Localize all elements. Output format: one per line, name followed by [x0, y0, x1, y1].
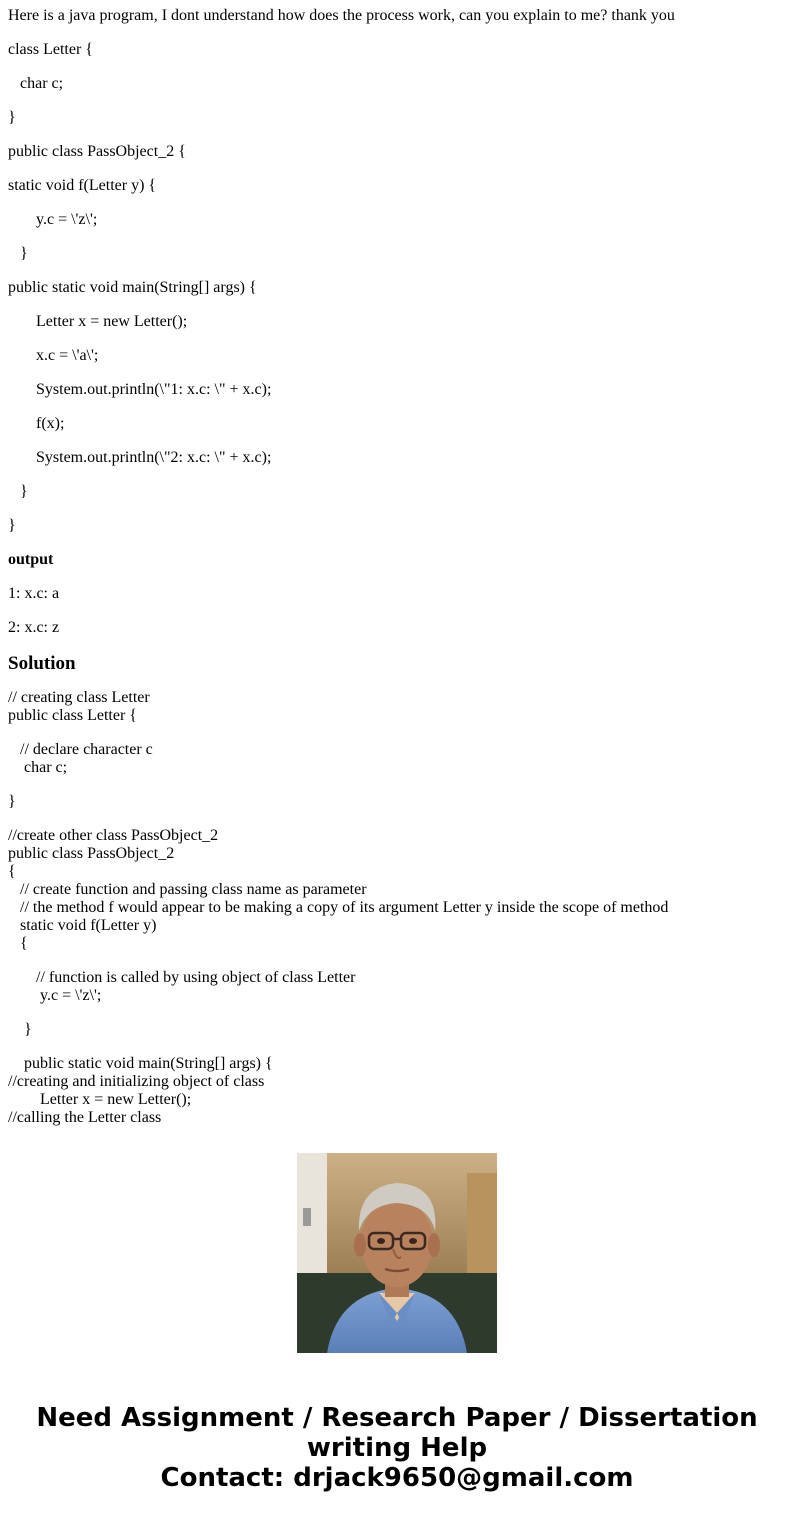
solution-code-line: { — [8, 863, 16, 880]
question-intro: Here is a java program, I dont understand how does the process work, can you explain to me? thank you — [8, 7, 675, 24]
question-code-line: public class PassObject_2 { — [8, 143, 186, 160]
solution-code-line: char c; — [8, 759, 68, 776]
solution-code-line: public class PassObject_2 — [8, 845, 175, 862]
solution-code-line: public class Letter { — [8, 707, 137, 724]
solution-code-line: Letter x = new Letter(); — [8, 1091, 192, 1108]
question-code-line: Letter x = new Letter(); — [8, 313, 188, 330]
solution-code-line — [8, 725, 788, 741]
solution-code-line: { — [8, 935, 28, 952]
solution-code-line — [8, 953, 788, 969]
solution-heading: Solution — [8, 653, 76, 674]
solution-code — [8, 689, 788, 1126]
solution-code-line: // create function and passing class name as parameter — [8, 881, 367, 898]
promo-line-2: writing Help — [306, 1433, 488, 1463]
question-code-line: } — [8, 245, 28, 262]
solution-code-line: } — [8, 793, 16, 810]
question-code-line: x.c = \'a\'; — [8, 347, 99, 364]
question-code-line: System.out.println(\"1: x.c: \" + x.c); — [8, 381, 272, 398]
output-line: 1: x.c: a — [8, 585, 60, 602]
solution-code-line: y.c = \'z\'; — [8, 987, 102, 1004]
author-avatar — [297, 1153, 497, 1353]
solution-code-line: public static void main(String[] args) { — [8, 1055, 273, 1072]
solution-code-line: } — [8, 1021, 32, 1038]
question-code-line: } — [8, 483, 28, 500]
solution-code-line: //create other class PassObject_2 — [8, 827, 219, 844]
solution-code-line: //creating and initializing object of class — [8, 1073, 265, 1090]
output-line: 2: x.c: z — [8, 619, 60, 636]
question-code-line: y.c = \'z\'; — [8, 211, 98, 228]
solution-code-line: static void f(Letter y) — [8, 917, 157, 934]
solution-code-line: // the method f would appear to be making a copy of its argument Letter y inside the scope of method — [8, 899, 669, 916]
promo-banner — [0, 1403, 794, 1493]
question-code-line: System.out.println(\"2: x.c: \" + x.c); — [8, 449, 272, 466]
solution-code-line — [8, 1005, 788, 1021]
question-code-line: public static void main(String[] args) { — [8, 279, 257, 296]
solution-code-line — [8, 811, 788, 827]
question-code-line: class Letter { — [8, 41, 93, 58]
page-content — [8, 7, 788, 1126]
solution-code-line — [8, 777, 788, 793]
promo-contact: Contact: drjack9650@gmail.com — [160, 1463, 634, 1493]
promo-line-1: Need Assignment / Research Paper / Dissertation — [36, 1403, 758, 1433]
solution-code-line: //calling the Letter class — [8, 1109, 162, 1126]
question-code — [8, 41, 788, 535]
question-code-line: char c; — [8, 75, 64, 92]
question-code-line: } — [8, 109, 16, 126]
question-code-line: static void f(Letter y) { — [8, 177, 157, 194]
solution-code-line — [8, 1039, 788, 1055]
question-code-line: } — [8, 517, 16, 534]
output-label: output — [8, 551, 54, 568]
solution-code-line: // function is called by using object of class Letter — [8, 969, 356, 986]
solution-code-line: // creating class Letter — [8, 689, 150, 706]
solution-code-line: // declare character c — [8, 741, 153, 758]
author-photo — [297, 1153, 497, 1353]
question-code-line: f(x); — [8, 415, 65, 432]
